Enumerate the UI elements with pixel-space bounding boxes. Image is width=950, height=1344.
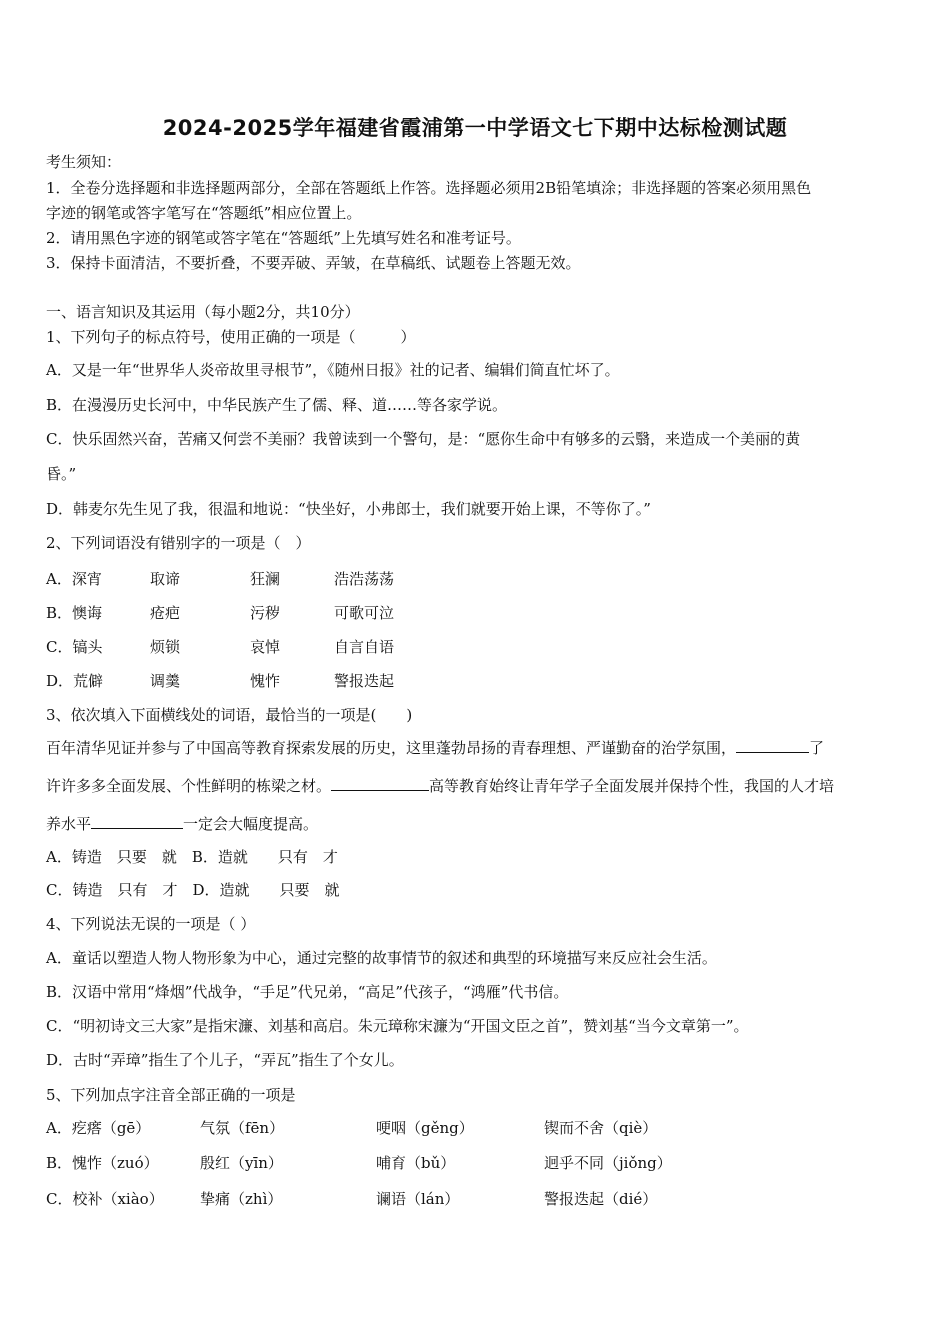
q3-passage-text-3b: 一定会大幅度提高。 (183, 815, 319, 833)
q3-blank-3 (91, 814, 183, 829)
q3-passage-line-3 (46, 814, 318, 834)
q5-b-item-4: 迥乎不同（jiǒng） (544, 1154, 672, 1172)
q1-option-c-cont: 昏。” (46, 465, 77, 483)
q3-passage-text-2: 许许多多全面发展、个性鲜明的栋梁之材。 (46, 777, 332, 795)
q5-c-item-4: 警报迭起（dié） (544, 1190, 658, 1208)
q2-d-word-2: 调羹 (150, 672, 181, 690)
q2-stem: 2、下列词语没有错别字的一项是（ ） (46, 534, 311, 552)
q4-option-b: B．汉语中常用“烽烟”代战争，“手足”代兄弟，“高足”代孩子，“鸿雁”代书信。 (46, 983, 569, 1001)
q2-b-word-3: 污秽 (250, 604, 281, 622)
q5-a-item-2: 气氛（fēn） (200, 1119, 285, 1137)
q2-d-word-1: D．荒僻 (46, 672, 104, 690)
q2-b-word-4: 可歌可泣 (334, 604, 395, 622)
q3-passage-text-2b: 高等教育始终让青年学子全面发展并保持个性，我国的人才培 (429, 777, 835, 795)
section-heading: 一、语言知识及其运用（每小题2分，共10分） (46, 303, 360, 321)
q2-c-word-2: 烦锁 (150, 638, 181, 656)
q2-c-word-3: 哀悼 (250, 638, 281, 656)
q5-a-item-3: 哽咽（gěng） (376, 1119, 474, 1137)
q1-option-a: A．又是一年“世界华人炎帝故里寻根节”，《随州日报》社的记者、编辑们简直忙坏了。 (46, 361, 620, 379)
q1-option-d: D．韩麦尔先生见了我，很温和地说：“快坐好，小弗郎士，我们就要开始上课，不等你了。” (46, 500, 651, 518)
q2-c-word-1: C．镐头 (46, 638, 103, 656)
notice-item-1-cont: 字迹的钢笔或答字笔写在“答题纸”相应位置上。 (46, 204, 362, 222)
q3-options-cd: C．铸造 只有 才 D．造就 只要 就 (46, 881, 340, 899)
q2-b-word-2: 疮疤 (150, 604, 181, 622)
page-title: 2024-2025学年福建省霞浦第一中学语文七下期中达标检测试题 (162, 116, 788, 140)
q5-c-item-1: C．校补（xiào） (46, 1190, 164, 1208)
q5-b-item-2: 殷红（yīn） (200, 1154, 283, 1172)
q4-option-a: A．童话以塑造人物人物形象为中心，通过完整的故事情节的叙述和典型的环境描写来反应社会生活。 (46, 949, 717, 967)
q2-a-word-2: 取谛 (150, 570, 181, 588)
notice-item-3: 3．保持卡面清洁，不要折叠，不要弄破、弄皱，在草稿纸、试题卷上答题无效。 (46, 254, 581, 272)
notice-item-1: 1．全卷分选择题和非选择题两部分，全部在答题纸上作答。选择题必须用2B铅笔填涂；非选择题的答案必须用黑色 (46, 179, 812, 197)
q5-c-item-2: 挚痛（zhì） (200, 1190, 283, 1208)
q4-stem: 4、下列说法无误的一项是（ ） (46, 915, 256, 933)
q3-passage-text-1b: 了 (809, 739, 825, 757)
notice-heading: 考生须知： (46, 153, 122, 171)
q4-option-d: D．古时“弄璋”指生了个儿子，“弄瓦”指生了个女儿。 (46, 1051, 404, 1069)
q3-stem: 3、依次填入下面横线处的词语，最恰当的一项是( ) (46, 706, 413, 724)
q3-blank-2 (331, 776, 429, 791)
q2-a-word-1: A．深宵 (46, 570, 102, 588)
q5-b-item-1: B．愧怍（zuó） (46, 1154, 159, 1172)
q2-a-word-4: 浩浩荡荡 (334, 570, 395, 588)
q1-option-b: B．在漫漫历史长河中，中华民族产生了儒、释、道……等各家学说。 (46, 396, 508, 414)
q5-a-item-1: A．疙瘩（gē） (46, 1119, 151, 1137)
q3-passage-text-1: 百年清华见证并参与了中国高等教育探索发展的历史，这里蓬勃昂扬的青春理想、严谨勤奋的治学氛围， (46, 739, 737, 757)
q3-blank-1 (736, 738, 809, 753)
notice-item-2: 2．请用黑色字迹的钢笔或答字笔在“答题纸”上先填写姓名和准考证号。 (46, 229, 521, 247)
q2-d-word-3: 愧怍 (250, 672, 281, 690)
q2-b-word-1: B．懊诲 (46, 604, 103, 622)
q4-option-c: C．“明初诗文三大家”是指宋濂、刘基和高启。朱元璋称宋濂为“开国文臣之首”，赞刘基“当今文章第一”。 (46, 1017, 749, 1035)
q3-passage-line-2 (46, 776, 834, 796)
q5-c-item-3: 谰语（lán） (376, 1190, 460, 1208)
q1-option-c: C．快乐固然兴奋，苦痛又何尝不美丽？我曾读到一个警句，是：“愿你生命中有够多的云翳，来造成一个美丽的黄 (46, 430, 801, 448)
q2-c-word-4: 自言自语 (334, 638, 395, 656)
q3-passage-line-1 (46, 738, 824, 758)
q5-a-item-4: 锲而不舍（qiè） (544, 1119, 658, 1137)
q1-stem: 1、下列句子的标点符号，使用正确的一项是（ ） (46, 328, 416, 346)
q2-d-word-4: 警报迭起 (334, 672, 395, 690)
q3-options-ab: A．铸造 只要 就 B．造就 只有 才 (46, 848, 338, 866)
q2-a-word-3: 狂澜 (250, 570, 281, 588)
q5-b-item-3: 哺育（bǔ） (376, 1154, 456, 1172)
q5-stem: 5、下列加点字注音全部正确的一项是 (46, 1086, 296, 1104)
q3-passage-text-3: 养水平 (46, 815, 92, 833)
